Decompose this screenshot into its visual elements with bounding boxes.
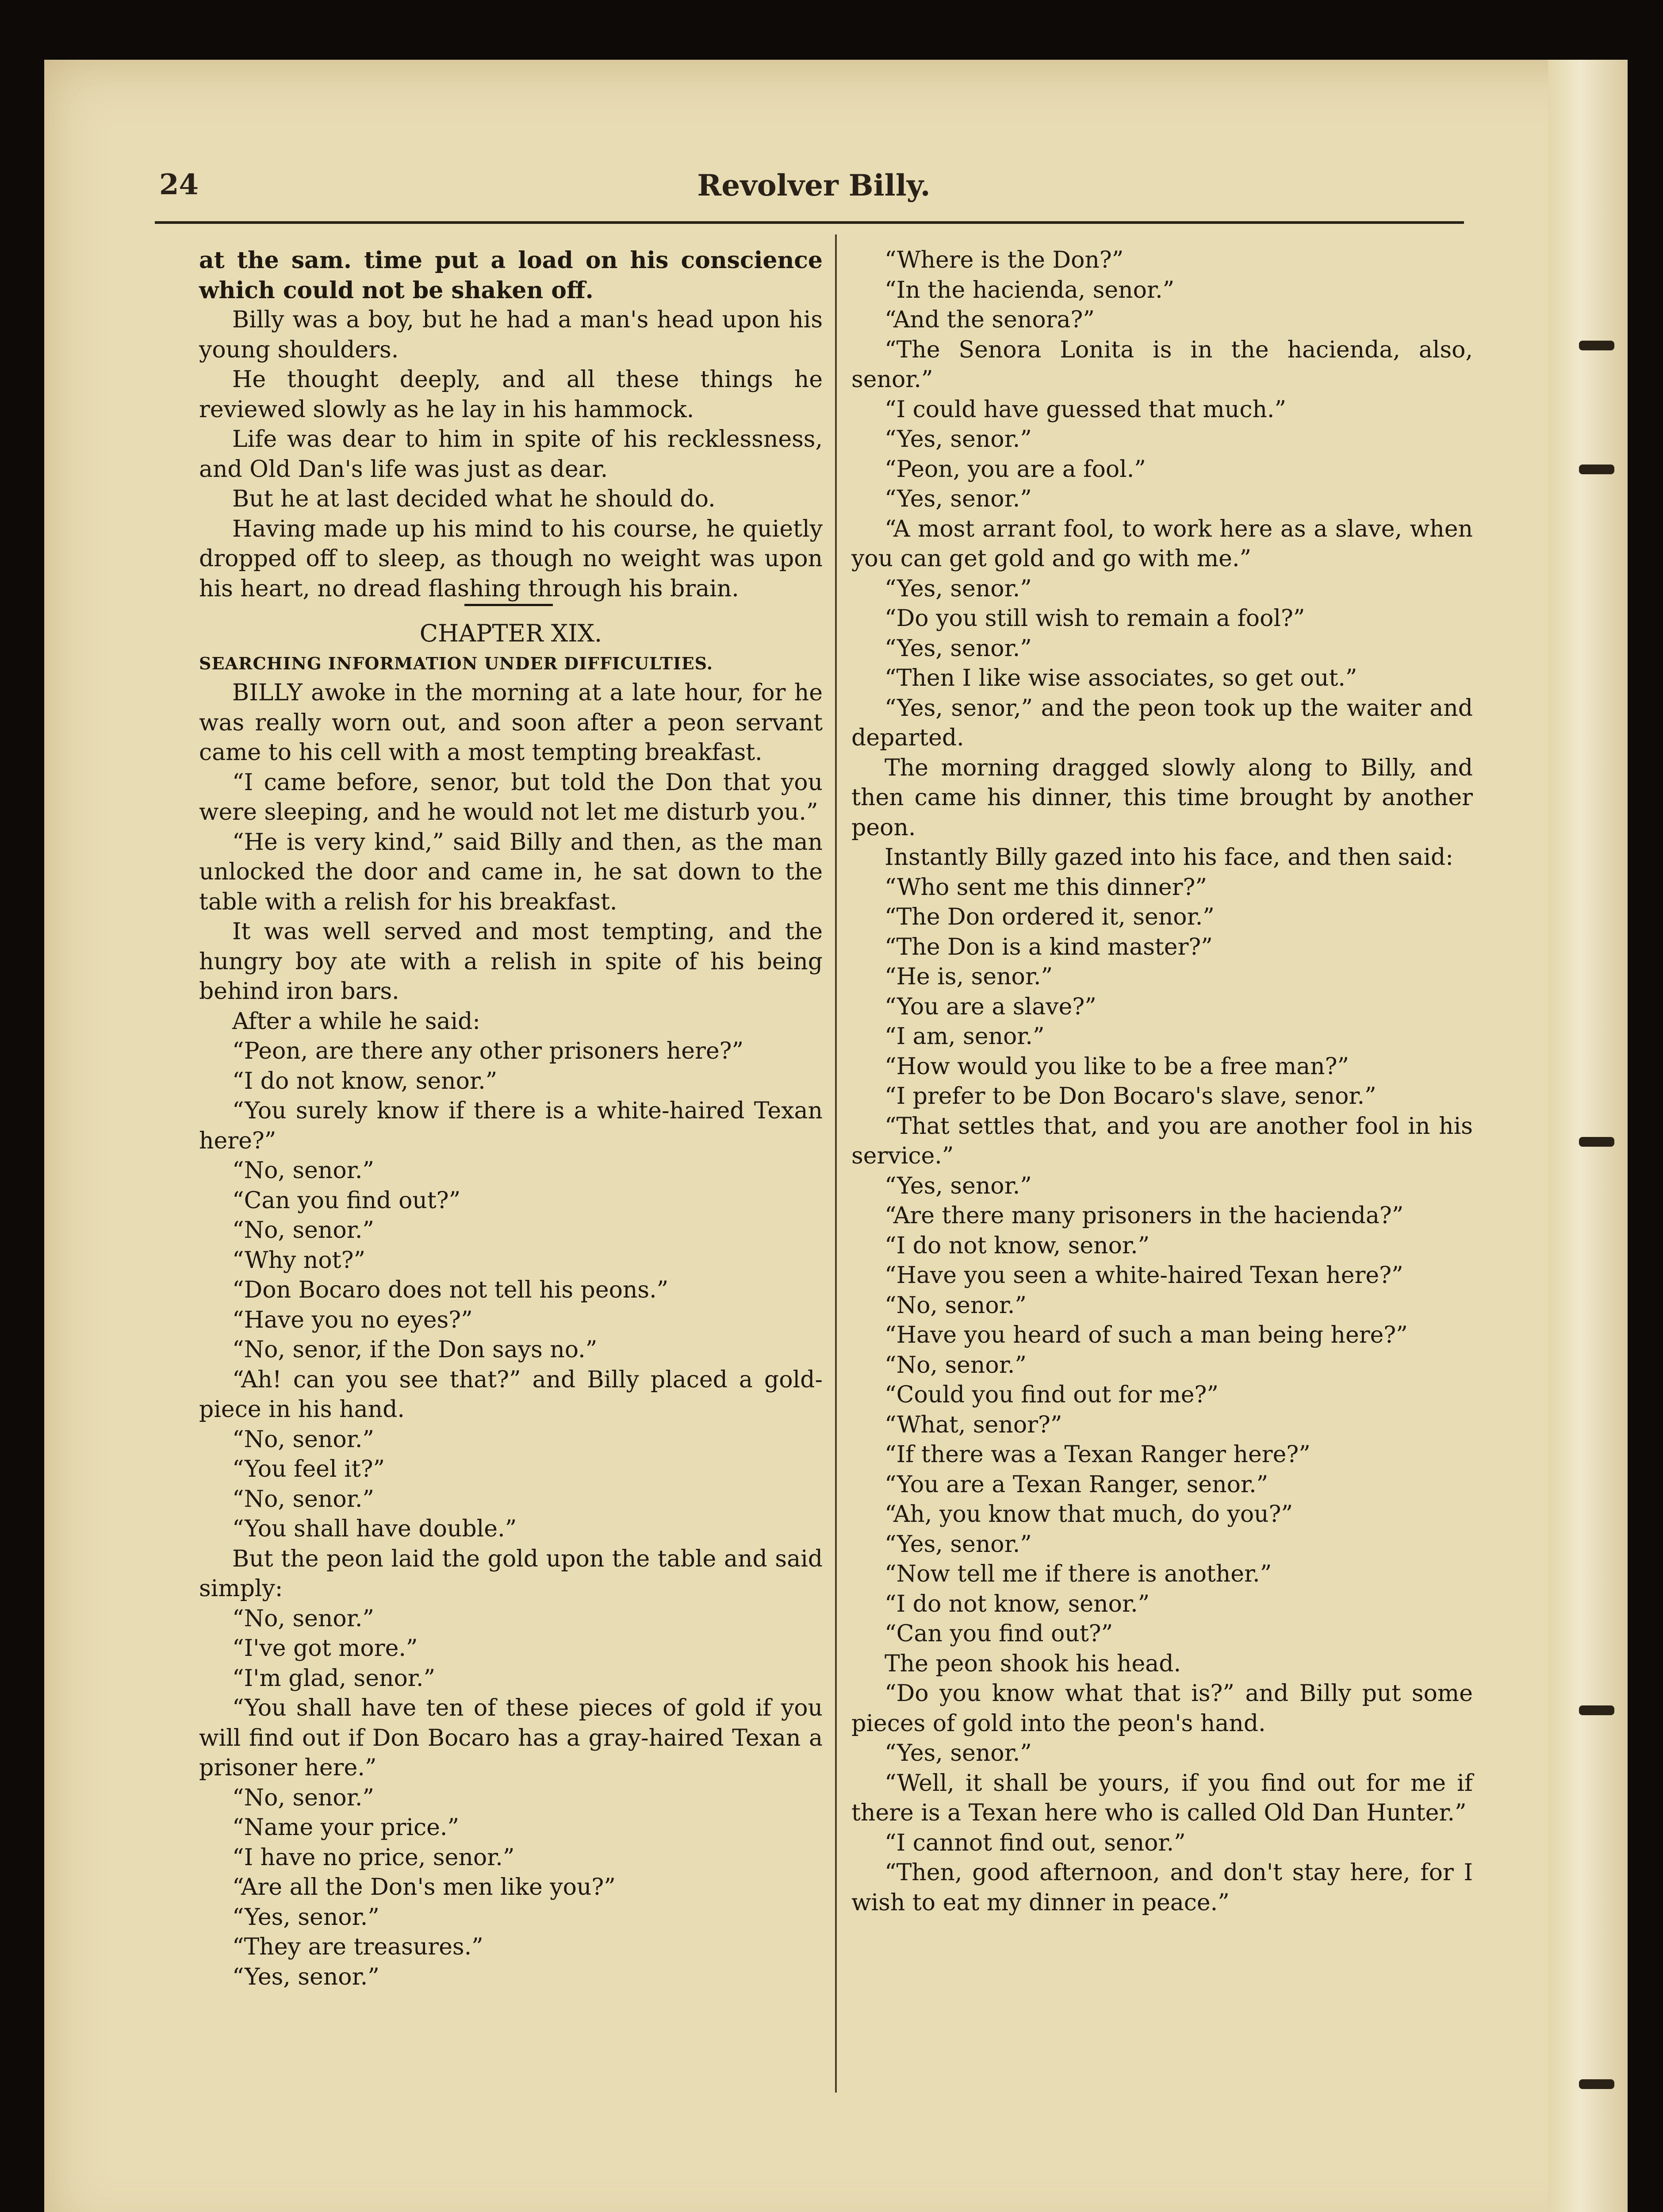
- paragraph: “Are there many prisoners in the hacienda?”: [885, 1202, 1404, 1229]
- paragraph: “Yes, senor.”: [885, 486, 1032, 512]
- running-title: Revolver Billy.: [697, 168, 931, 203]
- page-spine: [1548, 60, 1628, 2212]
- paragraph: “Why not?”: [232, 1247, 366, 1274]
- paragraph: “The Don ordered it, senor.”: [885, 904, 1215, 930]
- chapter-subtitle: SEARCHING INFORMATION UNDER DIFFICULTIES.: [199, 653, 713, 673]
- paragraph: “Yes, senor.”: [885, 426, 1032, 453]
- paragraph: But the peon laid the gold upon the table and said simply:: [199, 1545, 823, 1602]
- paragraph: “Can you find out?”: [885, 1621, 1113, 1647]
- paragraph: “Yes, senor.”: [885, 1172, 1032, 1199]
- paragraph: “Now tell me if there is another.”: [885, 1561, 1272, 1587]
- right-column: [851, 246, 1473, 1918]
- paragraph: “Then I like wise associates, so get out.”: [885, 665, 1357, 691]
- paragraph: Instantly Billy gazed into his face, and then said:: [885, 844, 1453, 871]
- paragraph: “Don Bocaro does not tell his peons.”: [232, 1277, 669, 1303]
- paragraph: “What, senor?”: [885, 1411, 1062, 1438]
- paragraph: “You are a Texan Ranger, senor.”: [885, 1471, 1268, 1498]
- paragraph: “Yes, senor.”: [885, 635, 1032, 662]
- paragraph: “Name your price.”: [232, 1814, 460, 1841]
- paragraph: “Peon, you are a fool.”: [885, 456, 1146, 483]
- column-divider: [835, 234, 837, 2093]
- paragraph: “You shall have double.”: [232, 1516, 517, 1542]
- paragraph: “You are a slave?”: [885, 993, 1096, 1020]
- paragraph: “I'm glad, senor.”: [232, 1665, 436, 1692]
- paragraph: “I do not know, senor.”: [885, 1590, 1150, 1617]
- running-header: [159, 164, 1468, 217]
- header-rule: [155, 221, 1464, 224]
- paragraph: “Yes, senor.”: [885, 575, 1032, 602]
- paragraph: After a while he said:: [232, 1008, 480, 1035]
- paragraph: The morning dragged slowly along to Billy, and then came his dinner, this time brought by another peon.: [851, 754, 1473, 841]
- paragraph: “The Senora Lonita is in the hacienda, also, senor.”: [851, 336, 1473, 393]
- binding-stitch: [1579, 465, 1614, 474]
- binding-stitch: [1579, 1705, 1614, 1715]
- paragraph: “No, senor.”: [232, 1157, 374, 1184]
- paragraph: “He is, senor.”: [885, 964, 1053, 990]
- paragraph: “You surely know if there is a white-haired Texan here?”: [199, 1098, 823, 1154]
- chapter-heading: CHAPTER XIX.: [419, 619, 602, 647]
- section-break-rule: [464, 604, 553, 606]
- paragraph: “No, senor.”: [232, 1486, 374, 1513]
- binding-stitch: [1579, 2079, 1614, 2089]
- paragraph: “I am, senor.”: [885, 1023, 1045, 1050]
- binding-stitch: [1579, 341, 1614, 350]
- paragraph: “I could have guessed that much.”: [885, 396, 1287, 423]
- paragraph: at the sam. time put a load on his conscience which could not be shaken off.: [199, 247, 823, 304]
- paragraph: “How would you like to be a free man?”: [885, 1053, 1349, 1080]
- binding-stitch: [1579, 1137, 1614, 1147]
- left-column: [199, 246, 823, 1992]
- paragraph: “Have you no eyes?”: [232, 1306, 473, 1333]
- paragraph: “I do not know, senor.”: [885, 1232, 1150, 1259]
- paragraph: “Ah! can you see that?” and Billy placed a gold-piece in his hand.: [199, 1366, 823, 1423]
- paragraph: “That settles that, and you are another fool in his service.”: [851, 1113, 1473, 1169]
- paragraph: “They are treasures.”: [232, 1934, 483, 1960]
- paragraph: “The Don is a kind master?”: [885, 933, 1213, 960]
- paragraph: “I've got more.”: [232, 1635, 418, 1662]
- paragraph: “If there was a Texan Ranger here?”: [885, 1441, 1310, 1468]
- paragraph: “Do you know what that is?” and Billy put some pieces of gold into the peon's hand.: [851, 1680, 1473, 1737]
- paragraph: “I cannot find out, senor.”: [885, 1829, 1186, 1856]
- paragraph: Billy was a boy, but he had a man's head upon his young shoulders.: [199, 307, 823, 363]
- paragraph: “Can you find out?”: [232, 1187, 461, 1214]
- paragraph: “Yes, senor.”: [885, 1740, 1032, 1767]
- paragraph: “Who sent me this dinner?”: [885, 874, 1207, 901]
- paragraph: “No, senor.”: [232, 1784, 374, 1811]
- paragraph: Having made up his mind to his course, he quietly dropped off to sleep, as though no weight was upon his heart, no dread flashing through his brain.: [199, 515, 823, 602]
- paragraph: “Then, good afternoon, and don't stay here, for I wish to eat my dinner in peace.”: [851, 1859, 1473, 1916]
- paragraph: “Have you seen a white-haired Texan here?”: [885, 1262, 1403, 1289]
- paragraph: “He is very kind,” said Billy and then, as the man unlocked the door and came in, he sat down to the table with a relish for his breakfast.: [199, 829, 823, 915]
- paragraph: “Well, it shall be yours, if you find out for me if there is a Texan here who is called Old Dan Hunter.”: [851, 1770, 1473, 1826]
- paragraph: “No, senor, if the Don says no.”: [232, 1336, 598, 1363]
- paragraph: “And the senora?”: [885, 307, 1095, 333]
- paragraph: “You feel it?”: [232, 1456, 385, 1482]
- paragraph: The peon shook his head.: [885, 1650, 1181, 1677]
- paragraph: It was well served and most tempting, and the hungry boy ate with a relish in spite of his being behind iron bars.: [199, 918, 823, 1005]
- paragraph: “Yes, senor.”: [232, 1904, 379, 1931]
- paragraph: “A most arrant fool, to work here as a slave, when you can get gold and go with me.”: [851, 515, 1473, 572]
- paragraph: “I came before, senor, but told the Don that you were sleeping, and he would not let me disturb you.”: [199, 769, 823, 826]
- paragraph: “Peon, are there any other prisoners here?”: [232, 1038, 744, 1064]
- paragraph: “Have you heard of such a man being here?”: [885, 1322, 1408, 1348]
- paragraph: BILLY awoke in the morning at a late hour, for he was really worn out, and soon after a peon servant came to his cell with a most tempting breakfast.: [199, 680, 823, 766]
- paragraph: “No, senor.”: [232, 1426, 374, 1453]
- paragraph: “Are all the Don's men like you?”: [232, 1874, 616, 1901]
- paragraph: “Do you still wish to remain a fool?”: [885, 605, 1305, 632]
- paragraph: “Could you find out for me?”: [885, 1382, 1219, 1408]
- paragraph: “In the hacienda, senor.”: [885, 276, 1175, 303]
- paragraph: “You shall have ten of these pieces of gold if you will find out if Don Bocaro has a gray-haired Texan a prisoner here.”: [199, 1695, 823, 1781]
- page-number: 24: [159, 168, 199, 201]
- paragraph: “I have no price, senor.”: [232, 1844, 515, 1871]
- paragraph: “Yes, senor.”: [885, 1531, 1032, 1558]
- paragraph: “I do not know, senor.”: [232, 1068, 498, 1094]
- paragraph: “No, senor.”: [232, 1605, 374, 1632]
- paragraph: “Yes, senor,” and the peon took up the waiter and departed.: [851, 695, 1473, 751]
- paragraph: “Where is the Don?”: [885, 247, 1124, 273]
- paragraph: Life was dear to him in spite of his recklessness, and Old Dan's life was just as dear.: [199, 426, 823, 483]
- paragraph: “No, senor.”: [885, 1352, 1027, 1379]
- paragraph: “I prefer to be Don Bocaro's slave, senor.”: [885, 1083, 1376, 1110]
- paragraph: “No, senor.”: [885, 1292, 1027, 1319]
- paragraph: “Ah, you know that much, do you?”: [885, 1501, 1293, 1528]
- paragraph: “No, senor.”: [232, 1217, 374, 1244]
- paragraph: He thought deeply, and all these things he reviewed slowly as he lay in his hammock.: [199, 366, 823, 423]
- paragraph: But he at last decided what he should do.: [232, 486, 716, 512]
- paragraph: “Yes, senor.”: [232, 1963, 379, 1990]
